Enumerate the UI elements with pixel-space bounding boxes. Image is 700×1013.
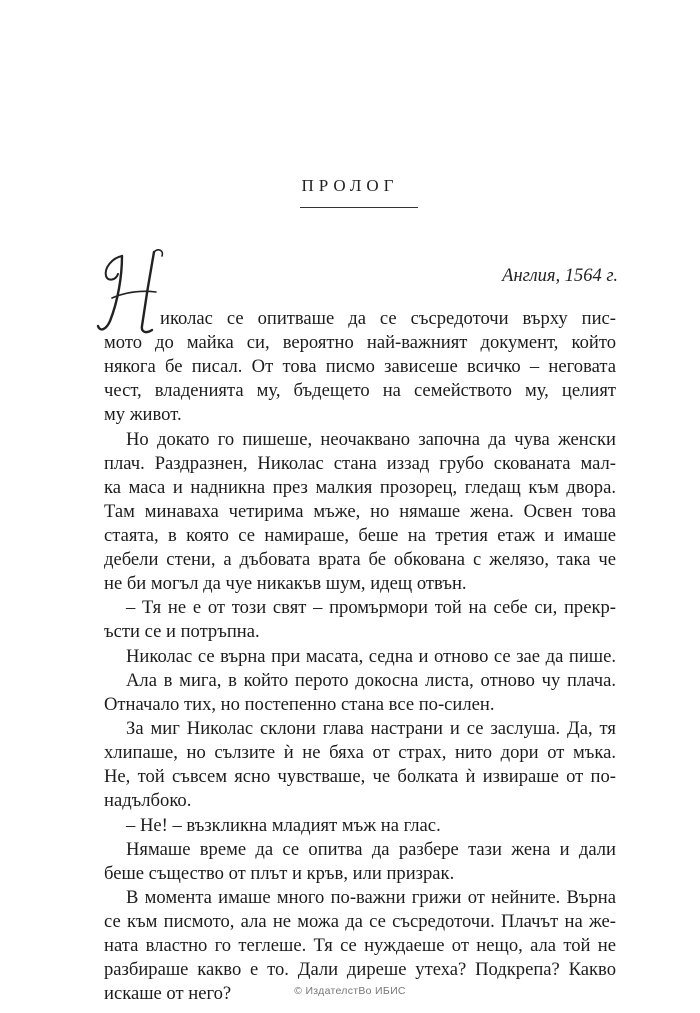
text-line: стаята, в която се намираше, беше на третия етаж и имаше [104, 525, 616, 546]
text-line: чест, владенията му, бъдещето на семейството му, целият [104, 380, 616, 401]
text-line: искаше от него? [104, 983, 232, 1004]
text-line: – Не! – възкликна младият мъж на глас. [126, 815, 441, 836]
text-line: му живот. [104, 404, 182, 425]
text-line: надълбоко. [104, 790, 192, 811]
text-line: ната властно го теглеше. Тя се нуждаеше от нещо, ала той не [104, 935, 616, 956]
text-line: Не, той съвсем ясно чувстваше, че болката ѝ извираше от по- [104, 766, 616, 787]
text-line: хлипаше, но сълзите ѝ не бяха от страх, нито дори от мъка. [104, 742, 616, 763]
text-line: дебели стени, а дъбовата врата бе обкована с желязо, така че [104, 549, 616, 570]
text-line: Нямаше време да се опитва да разбере тази жена и дали [126, 839, 616, 860]
text-line: иколас се опитваше да се съсредоточи върху пис- [160, 308, 616, 329]
chapter-dateline: Англия, 1564 г. [502, 266, 618, 286]
text-line: ъсти се и потръпна. [104, 621, 260, 642]
chapter-heading: ПРОЛОГ [301, 176, 399, 195]
text-line: Там минаваха четирима мъже, но нямаше жена. Освен това [104, 501, 616, 522]
text-line: плач. Раздразнен, Николас стана иззад грубо скованата мал- [104, 453, 616, 474]
text-line: мото до майка си, вероятно най-важният документ, който [104, 332, 616, 353]
publisher-footer: © ИздателстВо ИБИС [294, 985, 406, 997]
text-line: Ала в мига, в който перото докосна листа, отново чу плача. [126, 670, 616, 691]
text-line: – Тя не е от този свят – промърмори той на себе си, прекр- [126, 597, 616, 618]
text-line: разбираше какво е то. Дали диреше утеха? Подкрепа? Какво [104, 959, 616, 980]
text-line: Отначало тих, но постепенно стана все по-силен. [104, 694, 495, 715]
text-line: някога бе писал. От това писмо зависеше всичко – неговата [104, 356, 616, 377]
text-line: не би могъл да чуе никакъв шум, идещ отвън. [104, 573, 467, 594]
text-line: Но докато го пишеше, неочаквано започна да чува женски [126, 429, 616, 450]
text-line: беше същество от плът и кръв, или призрак. [104, 863, 455, 884]
text-line: За миг Николас склони глава настрани и се заслуша. Да, тя [126, 718, 616, 739]
text-line: В момента имаше много по-важни грижи от нейните. Върна [126, 887, 616, 908]
text-line: се към писмото, ала не можа да се съсредоточи. Плачът на же- [104, 911, 616, 932]
text-line: ка маса и надникна през малкия прозорец, гледащ към двора. [104, 477, 616, 498]
text-line: Николас се върна при масата, седна и отново се зае да пише. [126, 646, 616, 667]
